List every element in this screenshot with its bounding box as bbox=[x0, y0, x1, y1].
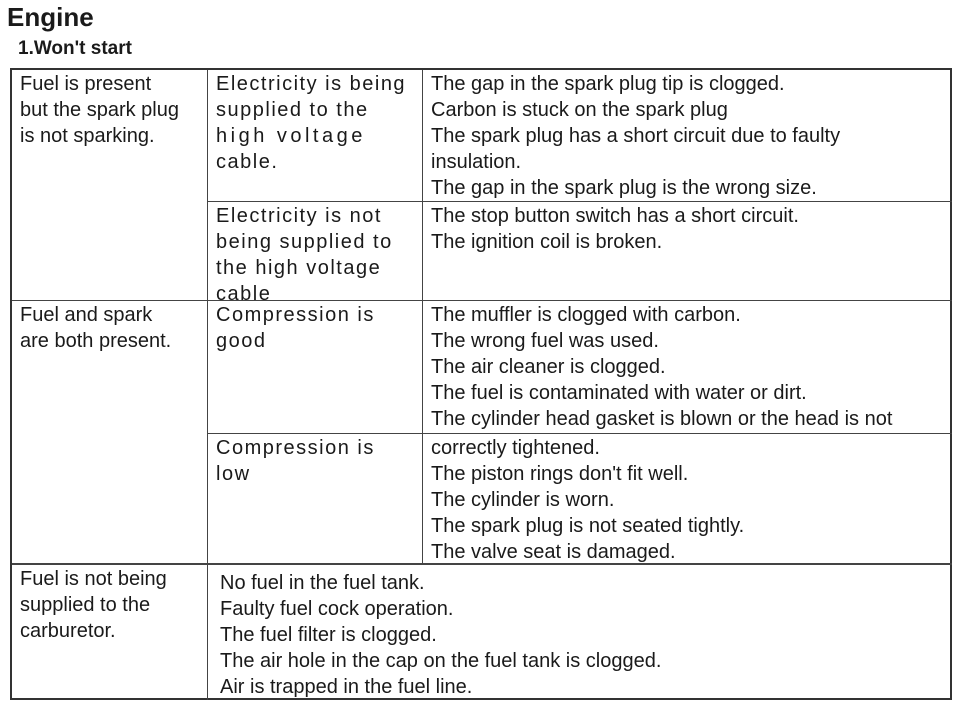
text-line: being supplied to bbox=[216, 231, 393, 253]
symptom-cell bbox=[12, 70, 207, 300]
page-title: Engine bbox=[7, 2, 94, 32]
text-line: cable bbox=[216, 283, 272, 305]
text-line: Fuel and spark bbox=[20, 304, 153, 326]
symptom-cell bbox=[12, 300, 207, 563]
text-line: No fuel in the fuel tank. bbox=[220, 572, 425, 594]
text-line: The fuel is contaminated with water or dirt. bbox=[431, 382, 807, 404]
text-line: The piston rings don't fit well. bbox=[431, 463, 689, 485]
text-line: high voltage bbox=[216, 125, 366, 147]
text-line: supplied to the bbox=[216, 99, 369, 121]
text-line: the high voltage bbox=[216, 257, 382, 279]
text-line: Air is trapped in the fuel line. bbox=[220, 676, 473, 698]
text-line: The spark plug is not seated tightly. bbox=[431, 515, 745, 537]
text-line: are both present. bbox=[20, 330, 172, 352]
condition-cell bbox=[207, 70, 422, 201]
text-line: Fuel is present bbox=[20, 73, 152, 95]
condition-cell bbox=[207, 201, 422, 305]
text-line: Electricity is not bbox=[216, 205, 382, 227]
text-line: The air cleaner is clogged. bbox=[431, 356, 666, 378]
text-line: is not sparking. bbox=[20, 125, 155, 147]
text-line: The cylinder head gasket is blown or the head is not bbox=[431, 408, 893, 430]
symptom-cell bbox=[12, 563, 207, 700]
text-line: The gap in the spark plug tip is clogged. bbox=[431, 73, 785, 95]
text-line: carburetor. bbox=[20, 620, 116, 642]
text-line: insulation. bbox=[431, 151, 522, 173]
text-line: good bbox=[216, 330, 267, 352]
text-line: The fuel filter is clogged. bbox=[220, 624, 437, 646]
text-line: cable. bbox=[216, 151, 279, 173]
text-line: The stop button switch has a short circuit. bbox=[431, 205, 799, 227]
text-line: Fuel is not being bbox=[20, 568, 167, 590]
section-title: 1.Won't start bbox=[18, 38, 132, 59]
condition-cell bbox=[207, 300, 422, 433]
text-line: supplied to the bbox=[20, 594, 151, 616]
text-line: Compression is bbox=[216, 304, 375, 326]
text-line: The wrong fuel was used. bbox=[431, 330, 659, 352]
text-line: correctly tightened. bbox=[431, 437, 600, 459]
text-line: Faulty fuel cock operation. bbox=[220, 598, 454, 620]
text-line: The spark plug has a short circuit due to faulty bbox=[431, 125, 841, 147]
text-line: The valve seat is damaged. bbox=[431, 541, 676, 563]
text-line: Carbon is stuck on the spark plug bbox=[431, 99, 728, 121]
condition-cell bbox=[207, 433, 422, 563]
text-line: Compression is bbox=[216, 437, 375, 459]
text-line: The gap in the spark plug is the wrong size. bbox=[431, 177, 817, 199]
causes-cell bbox=[422, 70, 952, 201]
causes-cell bbox=[207, 563, 952, 700]
text-line: The ignition coil is broken. bbox=[431, 231, 663, 253]
causes-cell bbox=[422, 433, 952, 563]
causes-cell bbox=[422, 300, 952, 433]
causes-cell bbox=[422, 201, 952, 301]
text-line: The muffler is clogged with carbon. bbox=[431, 304, 741, 326]
text-line: The air hole in the cap on the fuel tank is clogged. bbox=[220, 650, 662, 672]
text-line: Electricity is being bbox=[216, 73, 407, 95]
text-line: but the spark plug bbox=[20, 99, 179, 121]
text-line: low bbox=[216, 463, 251, 485]
troubleshooting-table bbox=[10, 68, 952, 700]
text-line: The cylinder is worn. bbox=[431, 489, 615, 511]
